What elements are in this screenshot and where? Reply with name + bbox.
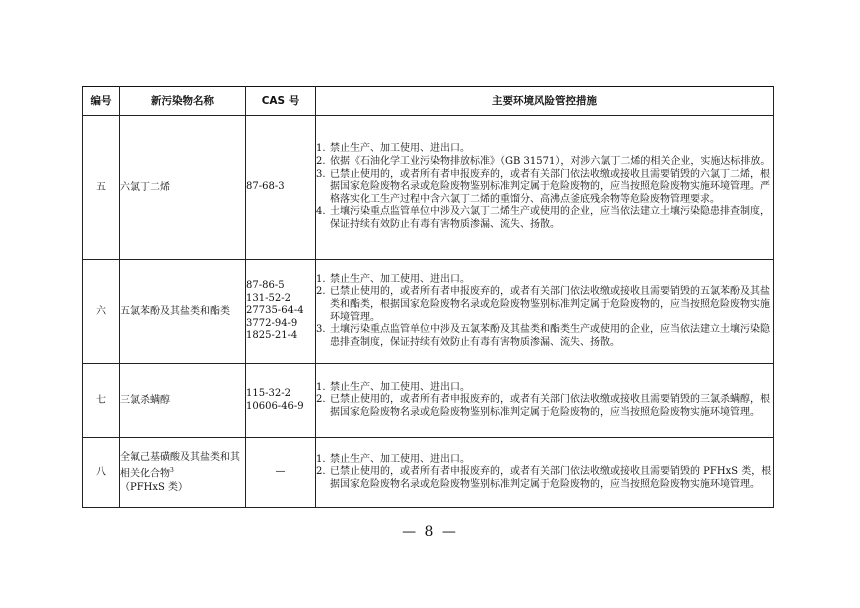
measure-text: 依据《石油化学工业污染物排放标准》（GB 31571），对涉六氯丁二烯的相关企业，实施达标排放。 [330, 156, 771, 168]
measure-text: 禁止生产、加工使用、进出口。 [330, 381, 470, 393]
measure-index: 1. [316, 453, 326, 465]
cas-numbers [246, 116, 316, 260]
cas-number: 87-86-5 [246, 280, 285, 292]
measure-index: 2. [316, 466, 326, 478]
page-number: — 8 — [402, 524, 458, 540]
control-measures [316, 438, 774, 508]
cas-number: 87-68-3 [246, 181, 285, 193]
measure-index: 1. [316, 381, 326, 393]
table-row [83, 438, 774, 508]
header-measures: 主要环境风险管控措施 [316, 87, 774, 116]
cas-number: 10606-46-9 [246, 400, 304, 412]
footnote-marker: 3 [170, 467, 174, 475]
cas-numbers [246, 364, 316, 438]
measure-text: 禁止生产、加工使用、进出口。 [330, 273, 470, 285]
measure-item [316, 454, 773, 467]
cas-number: 131-52-2 [246, 292, 291, 304]
measure-text: 已禁止使用的，或者所有者申报废弃的，或者有关部门依法收缴或接收且需要销毁的三氯杀螨醇，根据国家危险废物名录或危险废物鉴别标准判定属于危险废物的，应当按照危险废物实施环境管理。 [330, 394, 770, 418]
measure-index: 1. [316, 143, 326, 155]
measure-item [316, 206, 773, 231]
measure-item [316, 156, 773, 169]
table-body [83, 116, 774, 508]
cas-number: — [275, 466, 286, 478]
measure-item [316, 324, 773, 349]
table-header-row [83, 87, 774, 116]
header-number: 编号 [83, 87, 120, 116]
measure-index: 1. [316, 273, 326, 285]
pollutant-name: 三氯杀螨醇 [120, 364, 246, 438]
row-number: 七 [83, 364, 120, 438]
row-number: 五 [83, 116, 120, 260]
row-number: 八 [83, 438, 120, 508]
measure-item [316, 382, 773, 395]
table-row [83, 260, 774, 364]
measure-text: 禁止生产、加工使用、进出口。 [330, 453, 470, 465]
measure-text: 禁止生产、加工使用、进出口。 [330, 143, 470, 155]
measure-text: 土壤污染重点监管单位中涉及六氯丁二烯生产或使用的企业，应当依法建立土壤污染隐患排查制度，保证持续有效防止有毒有害物质渗漏、流失、扬散。 [330, 206, 770, 230]
measure-item [316, 466, 773, 491]
measure-index: 3. [316, 324, 326, 336]
measure-item [316, 274, 773, 287]
header-name: 新污染物名称 [120, 87, 246, 116]
measure-item [316, 286, 773, 324]
pollutant-name [120, 438, 246, 508]
measure-item [316, 169, 773, 207]
measure-index: 2. [316, 156, 326, 168]
cas-number: 3772-94-9 [246, 317, 298, 329]
cas-number: 1825-21-4 [246, 330, 298, 342]
measure-item [316, 394, 773, 419]
row-number: 六 [83, 260, 120, 364]
cas-number: 115-32-2 [246, 388, 291, 399]
pollutant-name-text: 全氟己基磺酸及其盐类和其相关化合物 [120, 452, 240, 480]
header-cas: CAS 号 [246, 87, 316, 116]
measure-index: 2. [316, 286, 326, 298]
measure-index: 4. [316, 206, 326, 218]
measure-text: 已禁止使用的，或者所有者申报废弃的，或者有关部门依法收缴或接收且需要销毁的五氯苯酚及其盐类和酯类，根据国家危险废物名录或危险废物鉴别标准判定属于危险废物的，应当按照危险废物实施环境管理。 [330, 286, 770, 323]
control-measures [316, 364, 774, 438]
cas-number: 27735-64-4 [246, 305, 304, 317]
measure-index: 2. [316, 394, 326, 406]
measure-text: 土壤污染重点监管单位中涉及五氯苯酚及其盐类和酯类生产或使用的企业，应当依法建立土壤污染隐患排查制度，保证持续有效防止有毒有害物质渗漏、流失、扬散。 [330, 324, 770, 348]
measure-text: 已禁止使用的，或者所有者申报废弃的，或者有关部门依法收缴或接收且需要销毁的 PFHxS 类，根据国家危险废物名录或危险废物鉴别标准判定属于危险废物的，应当按照危险废物实施环境管理。 [330, 466, 772, 490]
measure-text: 已禁止使用的，或者所有者申报废弃的，或者有关部门依法收缴或接收且需要销毁的六氯丁二烯，根据国家危险废物名录或危险废物鉴别标准判定属于危险废物的，应当按照危险废物实施环境管理。严格落实化工生产过程中含六氯丁二烯的重馏分、高沸点釜底残余物等危险废物管理要求。 [330, 168, 770, 205]
cas-numbers [246, 260, 316, 364]
control-measures [316, 116, 774, 260]
measure-index: 3. [316, 168, 326, 180]
pollutant-name: 六氯丁二烯 [120, 116, 246, 260]
table-row [83, 364, 774, 438]
pollutant-name-abbrev: （PFHxS 类） [120, 481, 189, 493]
table-row [83, 116, 774, 260]
cas-numbers [246, 438, 316, 508]
pollutant-control-table [82, 86, 774, 508]
pollutant-name: 五氯苯酚及其盐类和酯类 [120, 260, 246, 364]
measure-item [316, 143, 773, 156]
control-measures [316, 260, 774, 364]
